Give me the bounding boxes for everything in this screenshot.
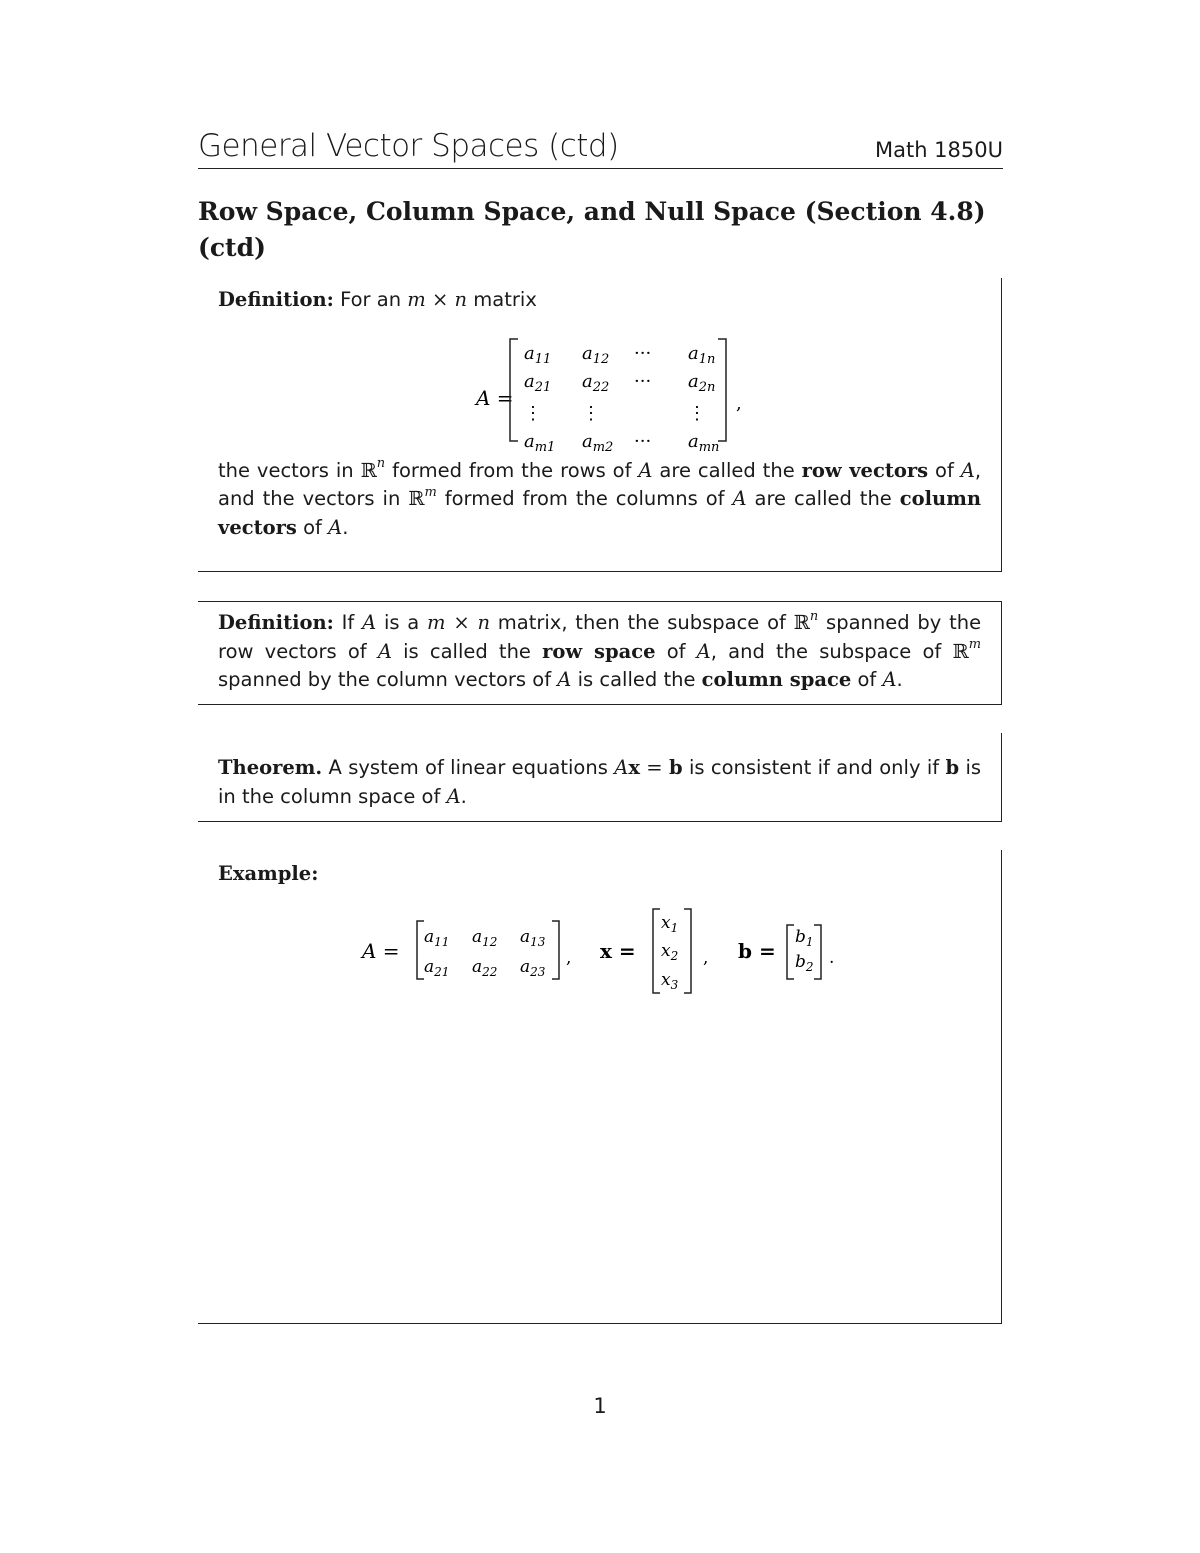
- vector-entry: $x_2$: [661, 941, 679, 963]
- matrix-entry: $a_{11}$: [524, 342, 552, 367]
- definition1-intro: Definition: For an m × n matrix: [218, 288, 537, 311]
- matrix-entry: ⋮: [524, 402, 542, 424]
- A-left-bracket: [417, 921, 424, 979]
- matrix-entry: ···: [634, 342, 652, 364]
- definition-label: Definition:: [218, 611, 334, 634]
- x-left-bracket: [653, 909, 660, 993]
- matrix-entry: $a_{mn}$: [688, 430, 720, 455]
- term-column-space: column space: [701, 668, 852, 691]
- matrix-entry: $a_{23}$: [520, 957, 546, 979]
- matrix-entry: $a_{21}$: [524, 370, 552, 395]
- document-title: General Vector Spaces (ctd): [198, 128, 619, 164]
- matrix-a-general: [218, 319, 982, 459]
- vector-entry: $x_3$: [661, 970, 679, 992]
- example-comma-2: ,: [703, 948, 709, 968]
- vector-entry: $x_1$: [661, 913, 679, 935]
- definition1-body: the vectors in ℝ$^n$ formed from the rows of A are called the row vectors of A, and the vectors in ℝ$^m$ formed from the columns of A are called the column vectors of A.: [218, 456, 982, 539]
- vector-entry: $b_2$: [795, 952, 814, 974]
- section-heading-line2: (ctd): [198, 233, 266, 262]
- right-bracket: [718, 339, 726, 441]
- theorem-box: Theorem. A system of linear equations Ax = b is consistent if and only if b is in the column space of A.: [198, 733, 1002, 822]
- matrix-entry: $a_{22}$: [472, 957, 498, 979]
- matrix-entry: $a_{1n}$: [688, 342, 716, 367]
- example-box: [198, 850, 1002, 1324]
- b-left-bracket: [787, 925, 794, 979]
- term-row-vectors: row vectors: [801, 458, 929, 482]
- page-number: 1: [593, 1394, 607, 1418]
- matrix-entry: $a_{21}$: [424, 957, 450, 979]
- b-right-bracket: [814, 925, 821, 979]
- theorem-label: Theorem.: [218, 756, 323, 779]
- definition-label: Definition:: [218, 288, 334, 311]
- section-heading-line1: Row Space, Column Space, and Null Space (Section 4.8): [198, 197, 986, 226]
- example-A-lhs: A =: [362, 939, 400, 963]
- section-heading: [198, 194, 1003, 266]
- matrix-entry: ···: [634, 430, 652, 452]
- matrix-entry: $a_{22}$: [582, 370, 610, 395]
- term-column: column: [899, 487, 982, 510]
- matrix-entry: ···: [634, 370, 652, 392]
- definition-box-2: Definition: If A is a m × n matrix, then the subspace of ℝ$^n$ spanned by the row vectors of A is called the row space of A, and the subspace of ℝ$^m$ spanned by the column vectors of A is called the column space of A.: [198, 601, 1002, 705]
- matrix-entry: $a_{13}$: [520, 927, 546, 949]
- vector-entry: $b_1$: [795, 927, 814, 949]
- definition-box-1: [198, 278, 1002, 572]
- matrix-entry: ⋮: [582, 402, 600, 424]
- term-vectors: vectors: [218, 515, 297, 539]
- x-right-bracket: [684, 909, 691, 993]
- matrix-entry: $a_{2n}$: [688, 370, 716, 395]
- course-code: Math 1850U: [874, 138, 1003, 162]
- example-comma-1: ,: [566, 948, 572, 968]
- page-header: [198, 122, 1003, 169]
- matrix-entry: $a_{m1}$: [524, 430, 556, 455]
- example-period: .: [829, 948, 835, 968]
- example-label: Example:: [218, 862, 319, 885]
- example-b-lhs: b =: [738, 939, 776, 963]
- matrix-lhs: A =: [476, 385, 514, 410]
- matrix-entry: $a_{11}$: [424, 927, 450, 949]
- term-row-space: row space: [542, 639, 656, 663]
- matrix-entry: $a_{m2}$: [582, 430, 614, 455]
- example-x-lhs: x =: [600, 939, 636, 963]
- matrix-entry: $a_{12}$: [472, 927, 498, 949]
- example-equations: [198, 905, 998, 1015]
- A-right-bracket: [552, 921, 559, 979]
- matrix-trailing-comma: ,: [736, 392, 742, 414]
- matrix-entry: $a_{12}$: [582, 342, 610, 367]
- matrix-entry: ⋮: [688, 402, 706, 424]
